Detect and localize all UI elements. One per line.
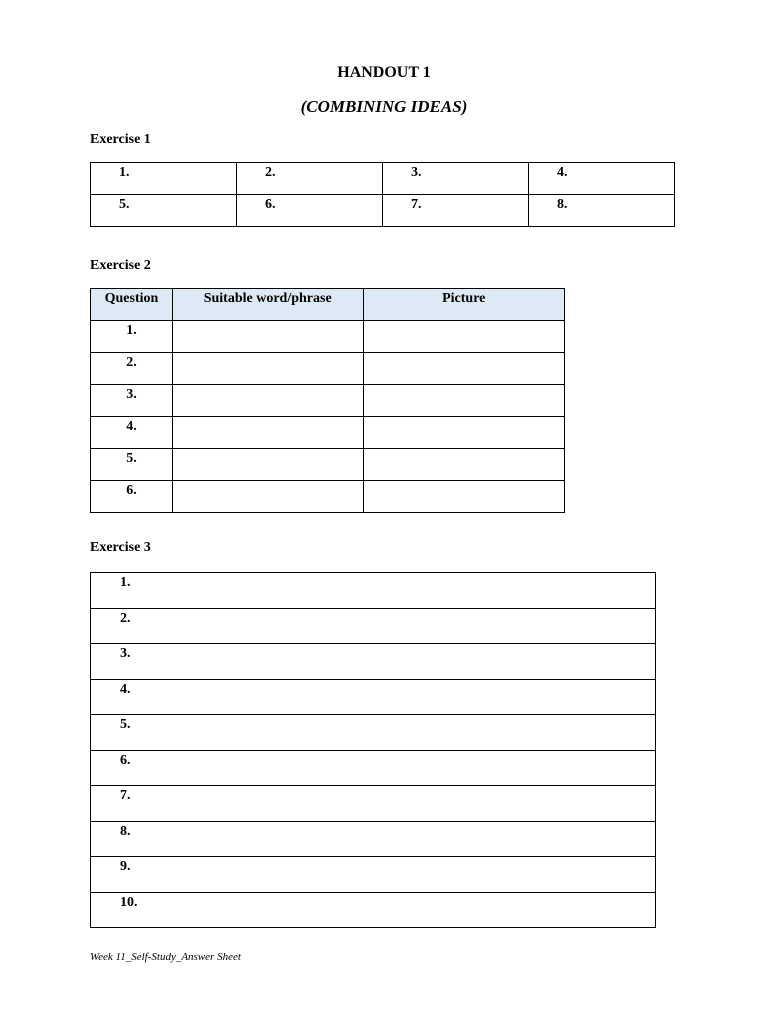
column-header-question: Question xyxy=(91,289,173,321)
picture-cell[interactable] xyxy=(363,449,564,481)
exercise-2-table xyxy=(90,288,565,513)
answer-line[interactable]: 7. xyxy=(91,786,656,822)
word-phrase-cell[interactable] xyxy=(172,321,363,353)
answer-line[interactable]: 8. xyxy=(91,821,656,857)
word-phrase-cell[interactable] xyxy=(172,449,363,481)
table-row xyxy=(91,353,565,385)
exercise-2-heading: Exercise 2 xyxy=(90,258,151,273)
table-row xyxy=(91,786,656,822)
picture-cell[interactable] xyxy=(363,417,564,449)
exercise-1-table xyxy=(90,162,675,227)
answer-line[interactable]: 10. xyxy=(91,892,656,928)
exercise-1-heading: Exercise 1 xyxy=(90,132,151,147)
exercise-3-heading: Exercise 3 xyxy=(90,540,151,555)
question-number: 4. xyxy=(91,417,173,449)
table-row xyxy=(91,715,656,751)
column-header-word-phrase: Suitable word/phrase xyxy=(172,289,363,321)
table-row xyxy=(91,321,565,353)
question-number: 3. xyxy=(91,385,173,417)
table-row xyxy=(91,644,656,680)
answer-cell[interactable]: 5. xyxy=(91,195,237,227)
table-row xyxy=(91,750,656,786)
picture-cell[interactable] xyxy=(363,321,564,353)
answer-line[interactable]: 1. xyxy=(91,573,656,609)
question-number: 1. xyxy=(91,321,173,353)
word-phrase-cell[interactable] xyxy=(172,417,363,449)
table-row xyxy=(91,385,565,417)
table-row xyxy=(91,857,656,893)
answer-cell[interactable]: 3. xyxy=(383,163,529,195)
answer-line[interactable]: 4. xyxy=(91,679,656,715)
table-row xyxy=(91,821,656,857)
table-row xyxy=(91,195,675,227)
answer-cell[interactable]: 7. xyxy=(383,195,529,227)
answer-cell[interactable]: 2. xyxy=(237,163,383,195)
word-phrase-cell[interactable] xyxy=(172,481,363,513)
table-row xyxy=(91,608,656,644)
answer-line[interactable]: 9. xyxy=(91,857,656,893)
answer-line[interactable]: 2. xyxy=(91,608,656,644)
page-title: HANDOUT 1 xyxy=(337,64,431,81)
question-number: 6. xyxy=(91,481,173,513)
question-number: 2. xyxy=(91,353,173,385)
answer-cell[interactable]: 4. xyxy=(529,163,675,195)
table-row xyxy=(91,892,656,928)
page-subtitle: (COMBINING IDEAS) xyxy=(300,97,468,116)
answer-cell[interactable]: 6. xyxy=(237,195,383,227)
table-row xyxy=(91,573,656,609)
table-row xyxy=(91,481,565,513)
answer-line[interactable]: 5. xyxy=(91,715,656,751)
table-row xyxy=(91,417,565,449)
column-header-picture: Picture xyxy=(363,289,564,321)
answer-cell[interactable]: 1. xyxy=(91,163,237,195)
answer-cell[interactable]: 8. xyxy=(529,195,675,227)
page-footer: Week 11_Self-Study_Answer Sheet xyxy=(90,951,241,963)
picture-cell[interactable] xyxy=(363,385,564,417)
table-header-row xyxy=(91,289,565,321)
word-phrase-cell[interactable] xyxy=(172,385,363,417)
table-row xyxy=(91,679,656,715)
table-row xyxy=(91,449,565,481)
table-row xyxy=(91,163,675,195)
exercise-3-table xyxy=(90,572,656,928)
word-phrase-cell[interactable] xyxy=(172,353,363,385)
picture-cell[interactable] xyxy=(363,481,564,513)
question-number: 5. xyxy=(91,449,173,481)
answer-line[interactable]: 3. xyxy=(91,644,656,680)
picture-cell[interactable] xyxy=(363,353,564,385)
answer-line[interactable]: 6. xyxy=(91,750,656,786)
